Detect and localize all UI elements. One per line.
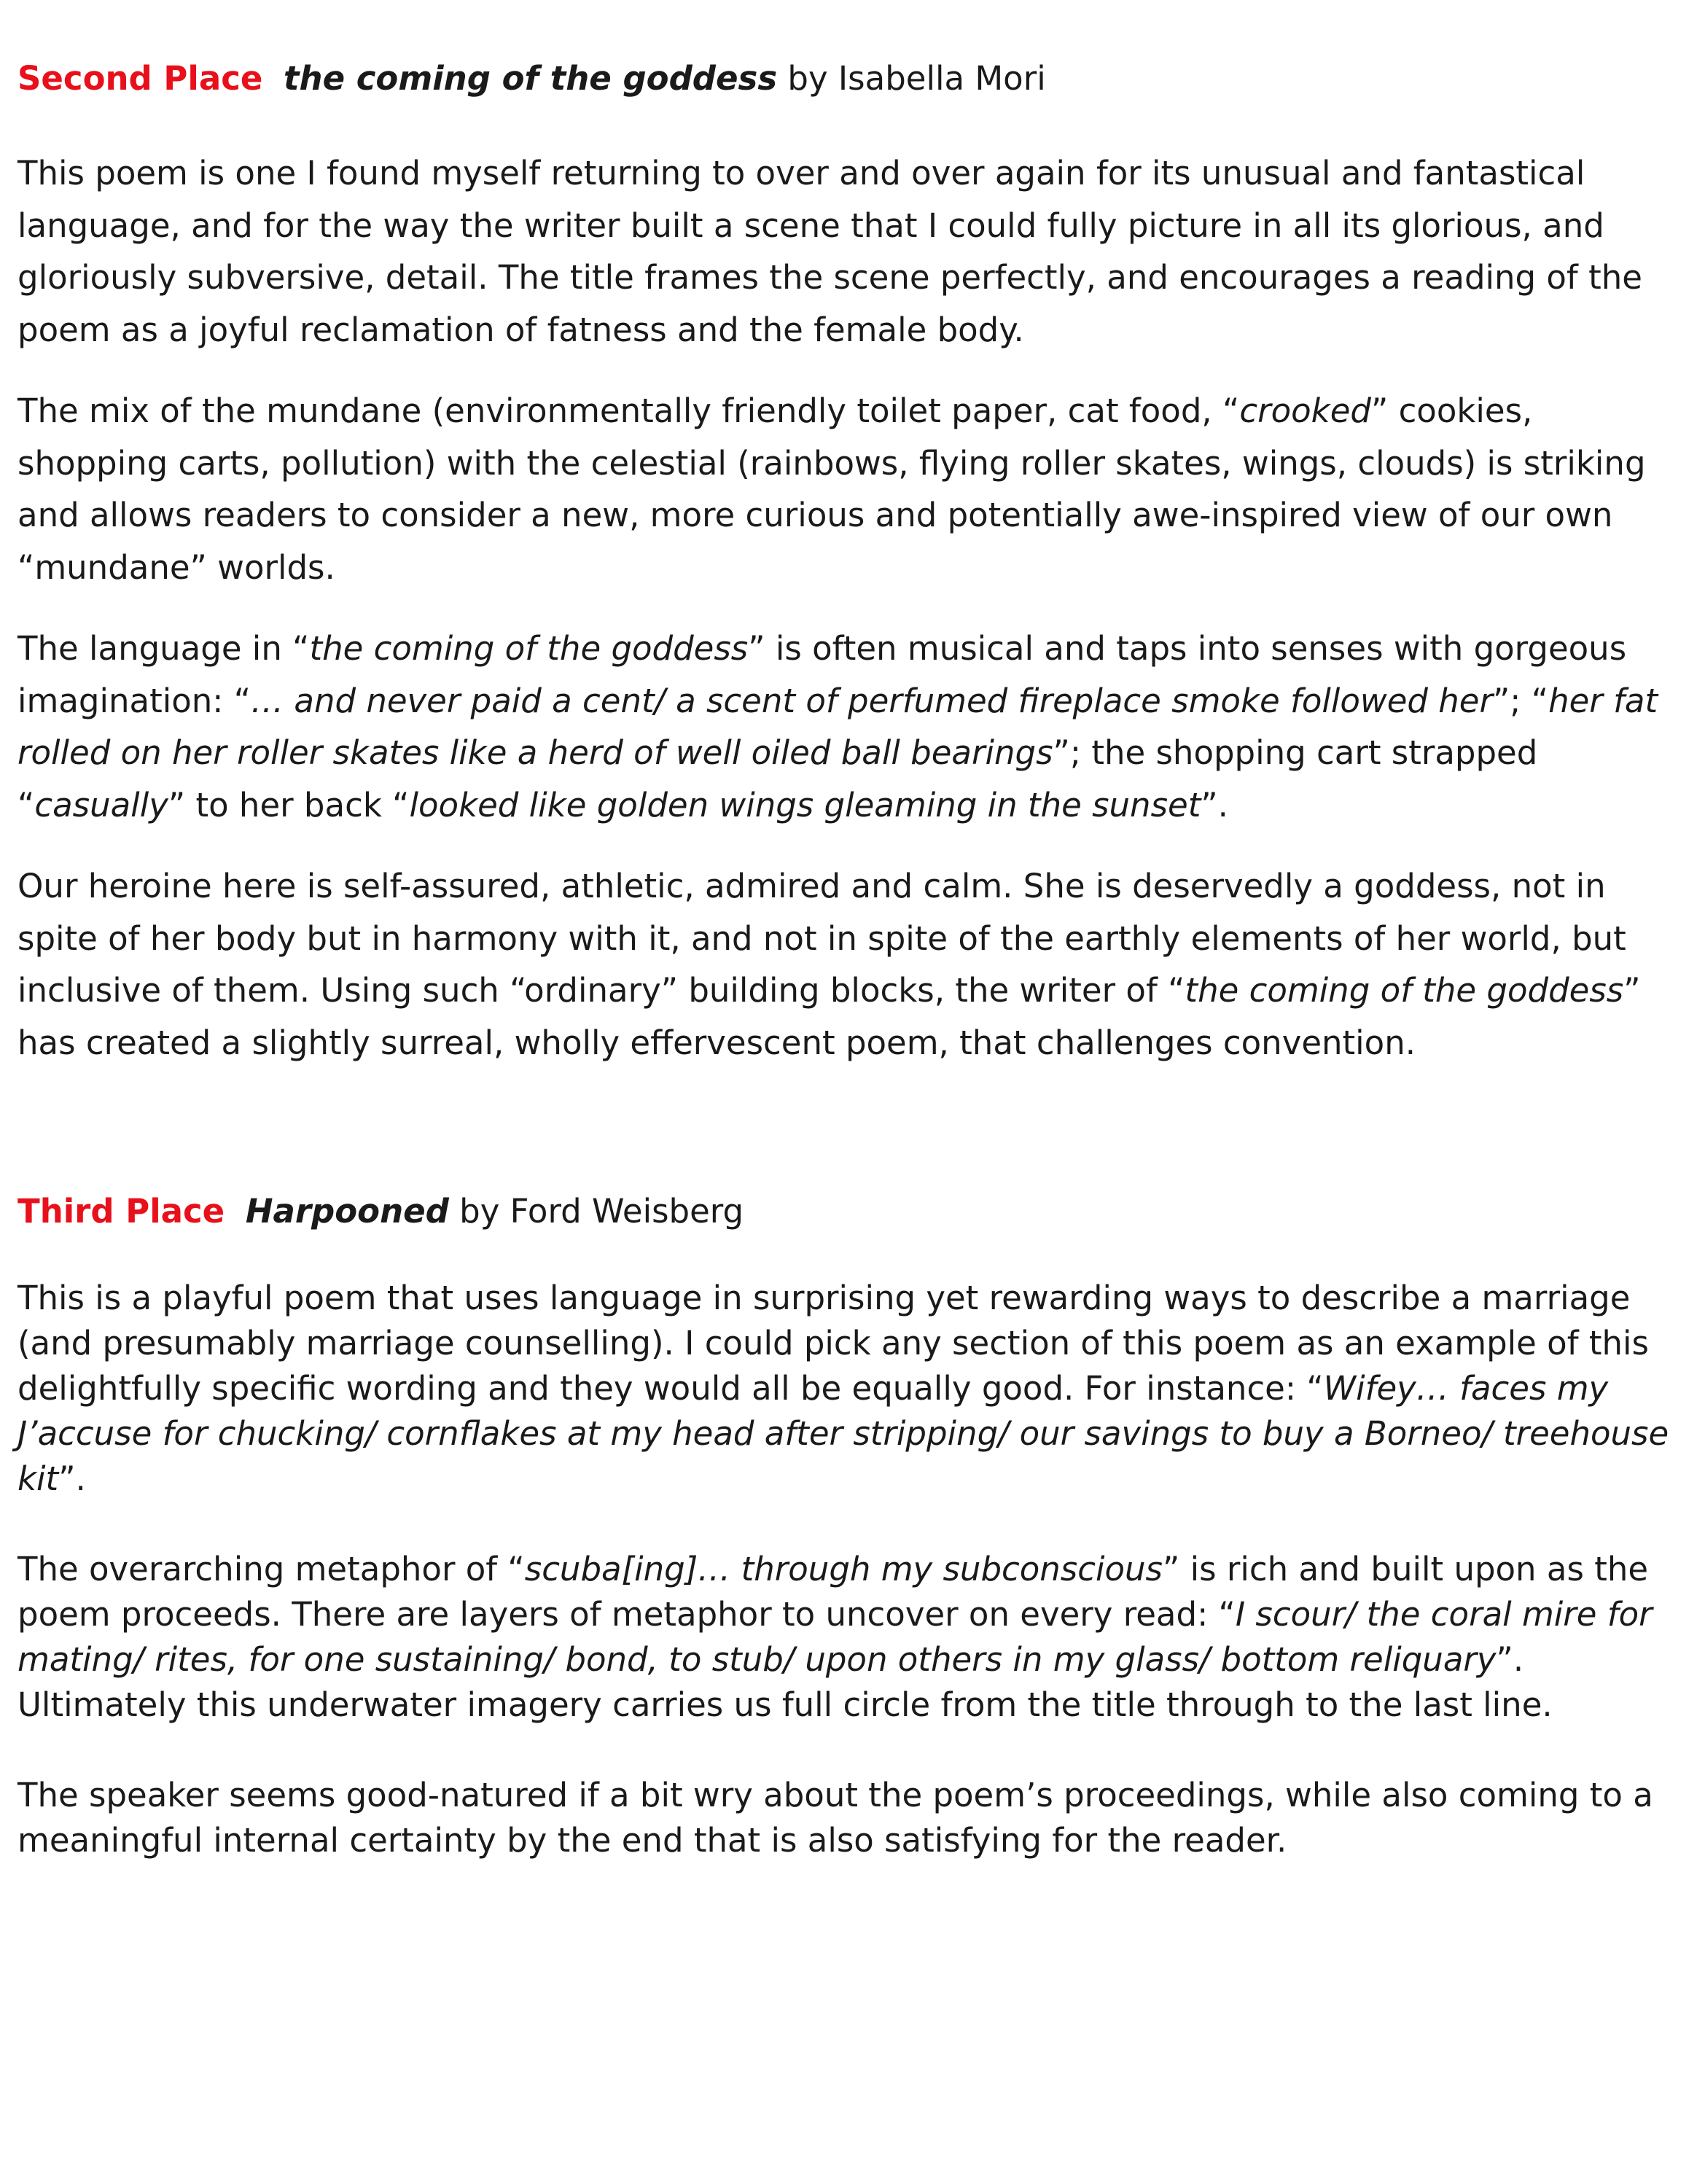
text-run: The speaker seems good-natured if a bit wry about the poem’s proceedings, while also coming to a meaningful internal certainty by the end that is also satisfying for the reader. xyxy=(17,1776,1653,1860)
byline: by Isabella Mori xyxy=(777,59,1046,98)
second-place-section xyxy=(17,52,1687,1069)
italic-run: scuba[ing]… through my subconscious xyxy=(524,1550,1163,1588)
place-label: Third Place xyxy=(17,1192,225,1231)
paragraph xyxy=(17,1276,1687,1502)
paragraph xyxy=(17,1773,1687,1863)
italic-run: looked like golden wings gleaming in the sunset xyxy=(409,785,1201,824)
text-run: ” is often musical and taps into senses with gorgeous imagination: “ xyxy=(17,629,1627,720)
paragraph xyxy=(17,385,1687,593)
italic-run: I scour/ the coral mire for mating/ rites, for one sustaining/ bond, to stub/ upon others in my glass/ bottom reliquary xyxy=(17,1595,1653,1679)
text-run: The overarching metaphor of “ xyxy=(17,1550,525,1588)
text-run: ” to her back “ xyxy=(168,785,410,824)
paragraph xyxy=(17,147,1687,356)
byline: by Ford Weisberg xyxy=(448,1192,744,1231)
text-run: ”; “ xyxy=(1492,681,1549,720)
document-page xyxy=(17,52,1687,1908)
text-run: The mix of the mundane (environmentally friendly toilet paper, cat food, “ xyxy=(17,391,1240,430)
text-run: ”. xyxy=(1201,785,1228,824)
text-run: ” cookies, shopping carts, pollution) with the celestial (rainbows, flying roller skates, wings, clouds) is striking and allows readers to consider a new, more curious and potentially awe-inspired view of our own “mundane” worlds. xyxy=(17,391,1646,587)
text-run: ”. xyxy=(58,1459,86,1498)
section-heading xyxy=(17,1185,1687,1238)
italic-run: Wifey… faces my J’accuse for chucking/ cornflakes at my head after stripping/ our savings to buy a Borneo/ treehouse kit xyxy=(17,1369,1669,1498)
italic-run: her fat rolled on her roller skates like a herd of well oiled ball bearings xyxy=(17,681,1658,772)
text-run: Our heroine here is self-assured, athletic, admired and calm. She is deservedly a goddess, not in spite of her body but in harmony with it, and not in spite of the earthly elements of her world, but inclusive of them. Using such “ordinary” building blocks, the writer of “ xyxy=(17,867,1626,1010)
text-run: ” has created a slightly surreal, wholly effervescent poem, that challenges convention. xyxy=(17,971,1641,1062)
italic-run: the coming of the goddess xyxy=(1185,971,1624,1010)
poem-title: the coming of the goddess xyxy=(284,59,778,98)
italic-run: crooked xyxy=(1239,391,1371,430)
third-place-section xyxy=(17,1185,1687,1863)
section-heading xyxy=(17,52,1687,105)
text-run: ” is rich and built upon as the poem proceeds. There are layers of metaphor to uncover on every read: “ xyxy=(17,1550,1649,1634)
paragraph xyxy=(17,623,1687,831)
text-run: ”; the shopping cart strapped “ xyxy=(17,733,1538,824)
text-run: This poem is one I found myself returning to over and over again for its unusual and fantastical language, and for the way the writer built a scene that I could fully picture in all its glorious, and gloriously subversive, detail. The title frames the scene perfectly, and encourages a reading of the poem as a joyful reclamation of fatness and the female body. xyxy=(17,154,1642,349)
paragraph xyxy=(17,860,1687,1069)
text-run: ”. Ultimately this underwater imagery carries us full circle from the title through to the last line. xyxy=(17,1640,1553,1724)
poem-title: Harpooned xyxy=(245,1192,449,1231)
italic-run: the coming of the goddess xyxy=(309,629,749,668)
italic-run: … and never paid a cent/ a scent of perfumed fireplace smoke followed her xyxy=(251,681,1493,720)
text-run: This is a playful poem that uses language in surprising yet rewarding ways to describe a marriage (and presumably marriage counselling). I could pick any section of this poem as an example of this delightfully specific wording and they would all be equally good. For instance: “ xyxy=(17,1279,1649,1408)
italic-run: casually xyxy=(34,785,168,824)
paragraph xyxy=(17,1547,1687,1728)
text-run: The language in “ xyxy=(17,629,310,668)
place-label: Second Place xyxy=(17,59,263,98)
